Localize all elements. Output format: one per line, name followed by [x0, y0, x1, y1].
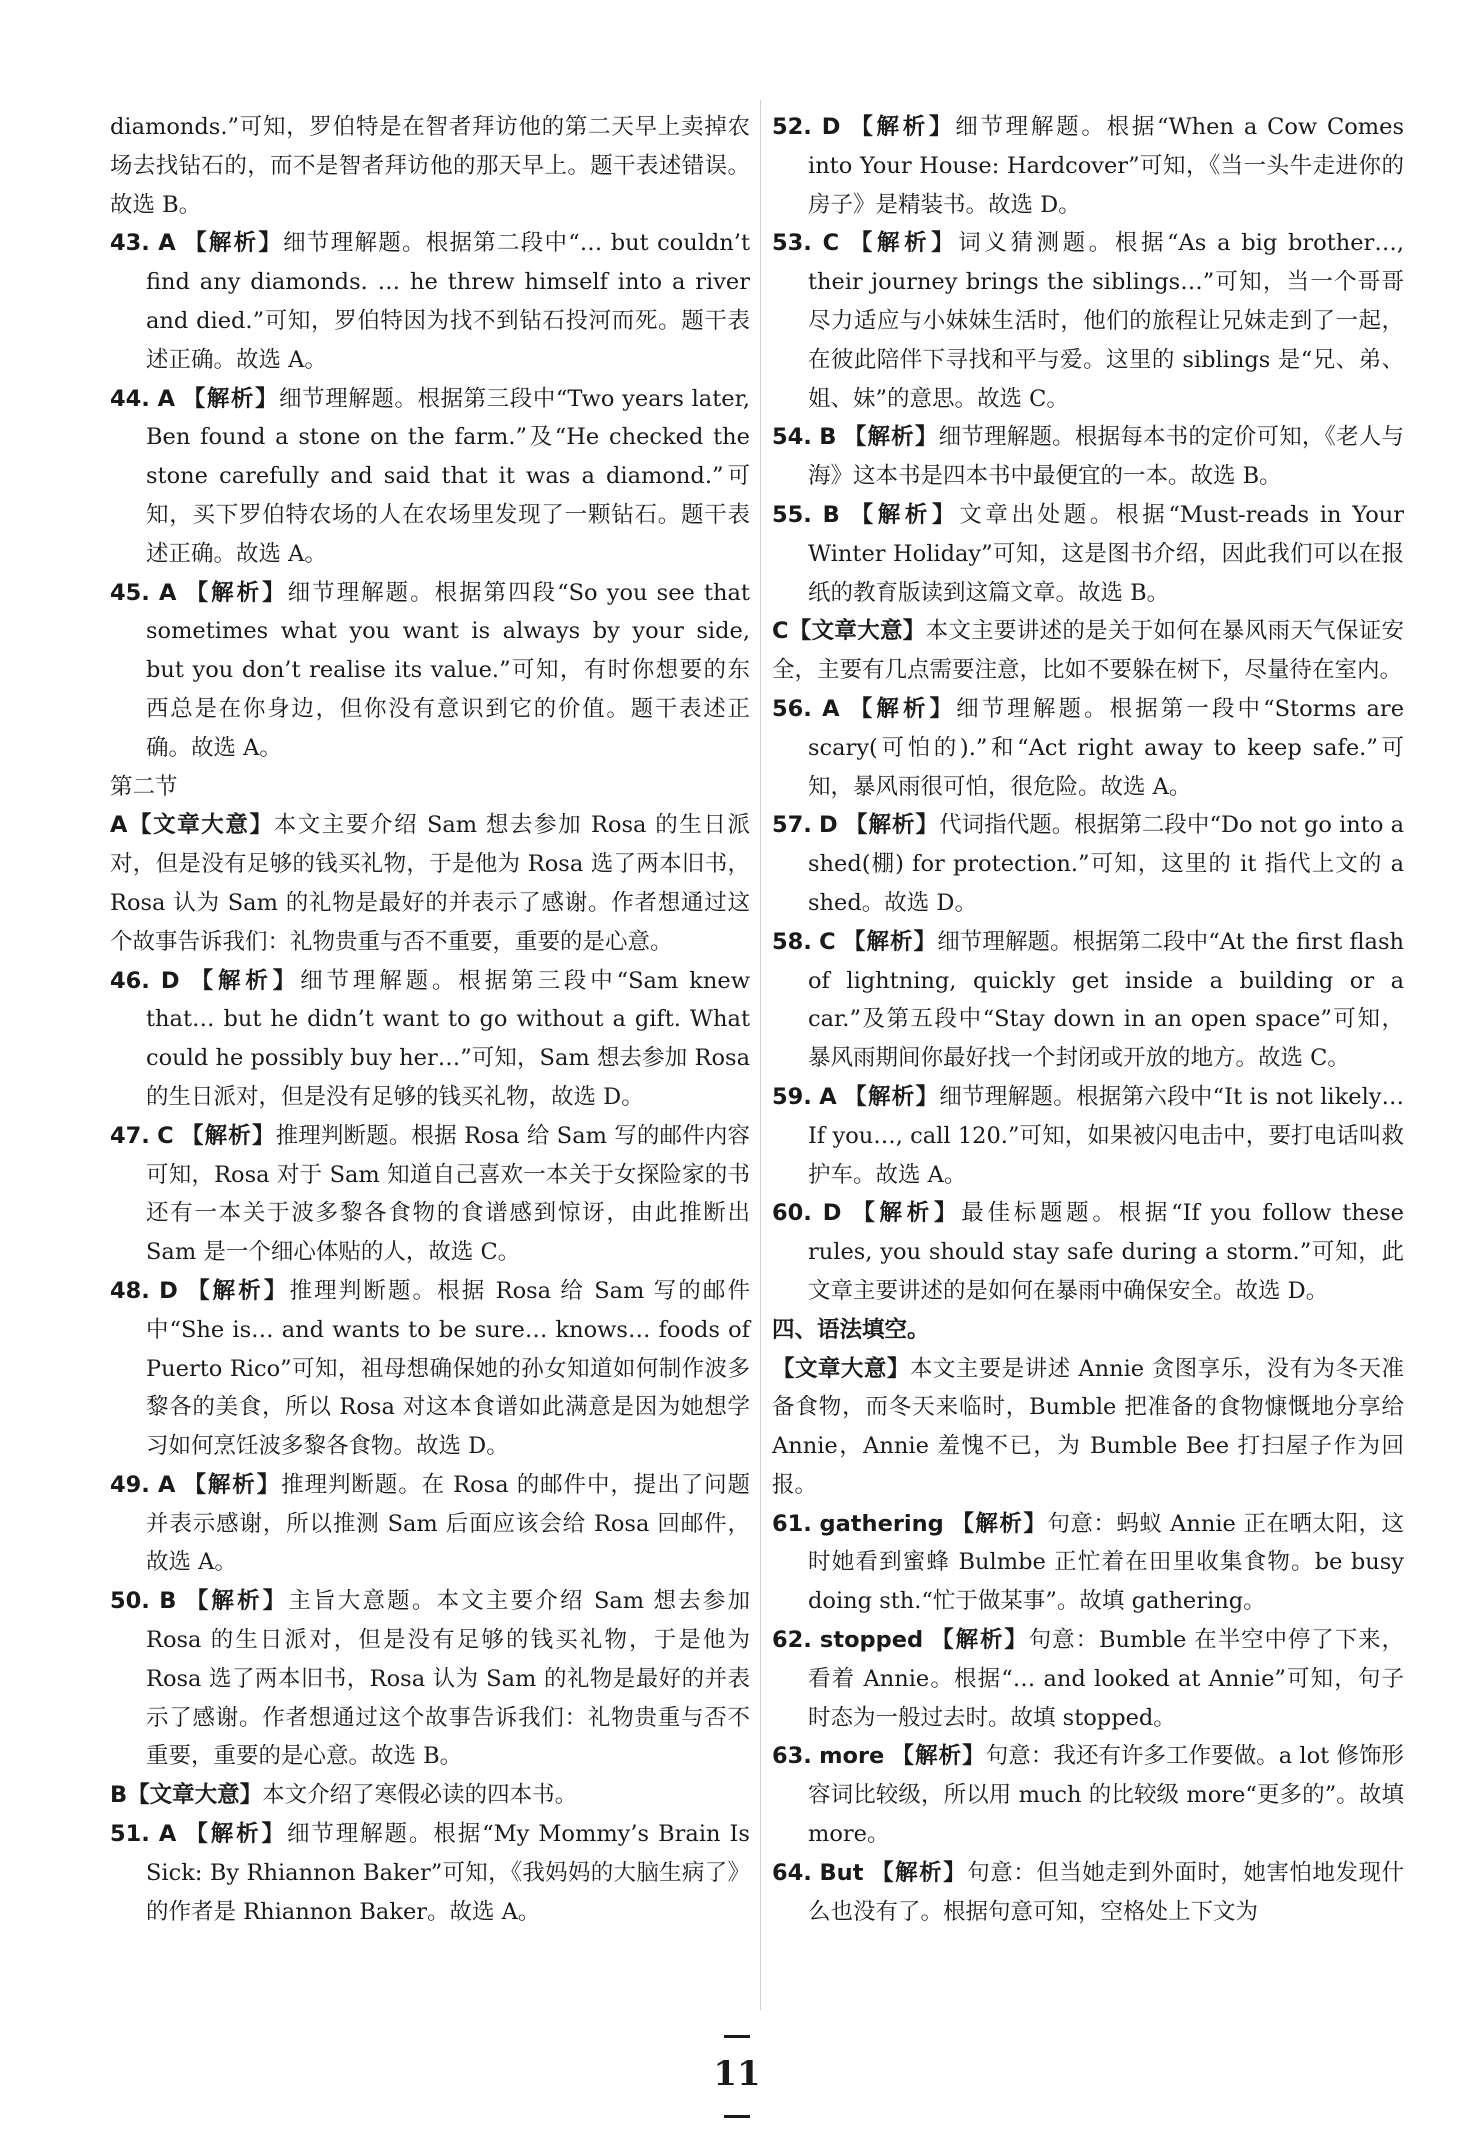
right-column — [772, 108, 1404, 1931]
answer-item — [772, 418, 1404, 496]
summary-label: A【文章大意】 — [110, 812, 274, 839]
question-number: 60. — [772, 1200, 812, 1227]
summary-label: B【文章大意】 — [110, 1782, 263, 1809]
analysis-tag: 【解析】 — [184, 230, 284, 257]
answer-choice: A — [822, 695, 840, 722]
analysis-tag: 【解析】 — [187, 1277, 290, 1304]
answer-choice: gathering — [819, 1510, 944, 1537]
question-number: 53. — [772, 230, 812, 257]
question-number: 59. — [772, 1083, 812, 1110]
question-number: 49. — [110, 1471, 150, 1498]
page-number-text: 11 — [713, 2054, 761, 2094]
answer-choice: stopped — [819, 1627, 924, 1654]
answer-item — [110, 380, 750, 574]
question-number: 63. — [772, 1743, 812, 1770]
analysis-tag: 【解析】 — [871, 1859, 968, 1886]
analysis-text: 句意：Bumble 在半空中停了下来，看着 Annie。根据“… and looked at Annie”可知，句子时态为一般过去时。故填 stopped。 — [808, 1627, 1405, 1731]
analysis-tag: 【解析】 — [849, 695, 957, 722]
answer-choice: D — [819, 812, 838, 839]
analysis-text: 细节理解题。根据第三段中“Sam knew that… but he didn’t want to go without a gift. What could he possibly buy her…”可知，Sam 想去参加 Rosa的生日派对，但是没有足够的钱买礼物，故选 D。 — [146, 967, 750, 1110]
answer-choice: B — [159, 1588, 177, 1615]
analysis-tag: 【解析】 — [190, 967, 301, 994]
answer-item — [772, 496, 1404, 612]
answer-choice: A — [157, 385, 176, 412]
question-number: 51. — [110, 1821, 150, 1848]
question-number: 44. — [110, 385, 150, 412]
analysis-text: 细节理解题。根据“My Mommy’s Brain Is Sick: By Rhiannon Baker”可知，《我妈妈的大脑生病了》的作者是 Rhiannon Baker。故选 A。 — [146, 1821, 750, 1925]
analysis-text: 细节理解题。根据第三段中“Two years later, Ben found a stone on the farm.”及“He checked the stone carefully and said that it was a diamond.”可知，买下罗伯特农场的人在农场里发现了一颗钻石。题干表述正确。故选 A。 — [146, 385, 751, 567]
answer-choice: B — [819, 424, 837, 451]
question-number: 48. — [110, 1277, 150, 1304]
analysis-tag: 【解析】 — [931, 1627, 1029, 1654]
answer-item — [772, 224, 1404, 418]
answer-choice: more — [819, 1743, 885, 1770]
answer-choice: A — [158, 1821, 177, 1848]
analysis-tag: 【解析】 — [951, 1510, 1048, 1537]
analysis-text: 细节理解题。根据第二段中“… but couldn’t find any diamonds. … he threw himself into a river and died.”可知，罗伯特因为找不到钻石投河而死。题干表述正确。故选 A。 — [146, 230, 750, 373]
answer-item — [772, 1854, 1404, 1932]
answer-item — [110, 1117, 750, 1272]
answer-choice: C — [819, 928, 836, 955]
answer-choice: A — [159, 579, 177, 606]
answer-item — [110, 574, 750, 768]
analysis-text: 最佳标题题。根据“If you follow these rules, you should stay safe during a storm.”可知，此文章主要讲述的是如何在暴雨中确保安全。故选 D。 — [808, 1200, 1404, 1304]
answer-item — [110, 1815, 750, 1931]
answer-item — [772, 1078, 1404, 1194]
analysis-tag: 【解析】 — [849, 230, 959, 257]
continuation-text: diamonds.”可知，罗伯特是在智者拜访他的第二天早上卖掉农场去找钻石的，而不是智者拜访他的那天早上。题干表述错误。故选 B。 — [110, 114, 750, 218]
question-number: 64. — [772, 1859, 812, 1886]
analysis-text: 句意：我还有许多工作要做。a lot 修饰形容词比较级，所以用 much 的比较级 more“更多的”。故填 more。 — [808, 1743, 1404, 1848]
analysis-text: 推理判断题。根据 Rosa 给 Sam 写的邮件内容可知，Rosa 对于 Sam 知道自己喜欢一本关于女探险家的书还有一本关于波多黎各食物的食谱感到惊讶，由此推断出 Sam 是一个细心体贴的人，故选 C。 — [146, 1122, 751, 1266]
analysis-tag: 【解析】 — [891, 1743, 986, 1770]
analysis-tag: 【解析】 — [185, 1588, 289, 1615]
answer-choice: But — [819, 1859, 864, 1886]
question-number: 61. — [772, 1510, 812, 1537]
summary-text: 本文主要介绍 Sam 想去参加 Rosa 的生日派对，但是没有足够的钱买礼物，于是他为 Rosa 选了两本旧书，Rosa 认为 Sam 的礼物是最好的并表示了感谢。作者想通过这个故事告诉我们：礼物贵重与否不重要，重要的是心意。 — [110, 812, 750, 955]
analysis-tag: 【解析】 — [842, 928, 938, 955]
answer-item — [110, 224, 750, 379]
question-number: 55. — [772, 501, 812, 528]
analysis-tag: 【解析】 — [181, 1122, 276, 1149]
analysis-text: 细节理解题。根据第六段中“It is not likely… If you…, call 120.”可知，如果被闪电击中，要打电话叫救护车。故选 A。 — [808, 1083, 1404, 1188]
analysis-text: 句意：但当她走到外面时，她害怕地发现什么也没有了。根据句意可知，空格处上下文为 — [808, 1859, 1404, 1925]
summary-text: 本文主要是讲述 Annie 贪图享乐，没有为冬天准备食物，而冬天来临时，Bumble 把准备的食物慷慨地分享给 Annie，Annie 羞愧不已，为 Bumble Bee 打扫屋子作为回报。 — [772, 1355, 1404, 1498]
answer-item — [772, 923, 1404, 1078]
analysis-tag: 【解析】 — [185, 1821, 287, 1848]
section-subheading: 第二节 — [110, 773, 178, 800]
analysis-text: 细节理解题。根据第四段“So you see that sometimes what you want is always by your side, but you don’t realise its value.”可知，有时你想要的东西总是在你身边，但你没有意识到它的价值。题干表述正确。故选 A。 — [146, 579, 750, 761]
analysis-text: 句意：蚂蚁 Annie 正在晒太阳，这时她看到蜜蜂 Bulmbe 正忙着在田里收集食物。be busy doing sth.“忙于做某事”。故填 gathering。 — [808, 1510, 1404, 1615]
summary-label: C【文章大意】 — [772, 618, 926, 645]
answer-choice: C — [822, 230, 840, 257]
analysis-text: 推理判断题。根据 Rosa 给 Sam 写的邮件中“She is… and wants to be sure… knows… foods of Puerto Rico”可知，祖母想确保她的孙女知道如何制作波多黎各的美食，所以 Rosa 对这本食谱如此满意是因为她想学习如何烹饪波多黎各食物。故选 D。 — [146, 1277, 750, 1460]
question-number: 46. — [110, 967, 150, 994]
analysis-text: 代词指代题。根据第二段中“Do not go into a shed(棚) for protection.”可知，这里的 it 指代上文的 a shed。故选 D。 — [808, 812, 1404, 916]
answer-item — [772, 806, 1404, 922]
analysis-text: 主旨大意题。本文主要介绍 Sam 想去参加 Rosa 的生日派对，但是没有足够的钱买礼物，于是他为 Rosa 选了两本旧书，Rosa 认为 Sam 的礼物是最好的并表示了感谢。作者想通过这个故事告诉我们：礼物贵重与否不重要，重要的是心意。故选 B。 — [146, 1588, 751, 1770]
question-number: 43. — [110, 230, 150, 257]
question-number: 56. — [772, 695, 812, 722]
summary-label: 【文章大意】 — [772, 1355, 910, 1382]
question-number: 52. — [772, 114, 812, 140]
question-number: 62. — [772, 1627, 812, 1654]
analysis-text: 推理判断题。在 Rosa 的邮件中，提出了问题并表示感谢，所以推测 Sam 后面应该会给 Rosa 回邮件，故选 A。 — [146, 1471, 750, 1576]
answer-item — [772, 690, 1404, 806]
answer-choice: D — [160, 967, 180, 994]
answer-choice: A — [819, 1083, 837, 1110]
analysis-tag: 【解析】 — [844, 812, 940, 839]
analysis-text: 细节理解题。根据“When a Cow Comes into Your House: Hardcover”可知，《当一头牛走进你的房子》是精装书。故选 D。 — [808, 114, 1404, 218]
section-heading: 四、语法填空。 — [772, 1316, 930, 1343]
analysis-text: 细节理解题。根据每本书的定价可知，《老人与海》这本书是四本书中最便宜的一本。故选 B。 — [808, 424, 1405, 490]
question-number: 45. — [110, 579, 150, 606]
passage-summary — [110, 806, 750, 961]
answer-item — [772, 1621, 1404, 1737]
answer-item — [772, 1505, 1404, 1621]
answer-item — [110, 1466, 750, 1582]
answer-choice: B — [822, 501, 840, 528]
answer-choice: A — [158, 230, 176, 257]
passage-summary — [110, 1776, 750, 1815]
analysis-tag: 【解析】 — [183, 1471, 282, 1498]
answer-choice: D — [159, 1277, 178, 1304]
analysis-text: 词义猜测题。根据“As a big brother…, their journey brings the siblings…”可知，当一个哥哥尽力适应与小妹妹生活时，他们的旅程让兄妹走到了一起，在彼此陪伴下寻找和平与爱。这里的 siblings 是“兄、弟、姐、妹”的意思。故选 C。 — [808, 230, 1404, 412]
analysis-tag: 【解析】 — [850, 114, 956, 140]
passage-summary — [772, 612, 1404, 690]
answer-item — [110, 1272, 750, 1466]
passage-summary — [772, 1350, 1404, 1505]
question-number: 58. — [772, 928, 812, 955]
summary-text: 本文介绍了寒假必读的四本书。 — [262, 1782, 578, 1809]
analysis-tag: 【解析】 — [852, 1200, 962, 1227]
answer-choice: C — [157, 1122, 174, 1149]
answer-item — [772, 1737, 1404, 1853]
left-column — [110, 108, 750, 1931]
analysis-tag: 【解析】 — [843, 424, 939, 451]
summary-text: 本文主要讲述的是关于如何在暴风雨天气保证安全，主要有几点需要注意，比如不要躲在树下，尽量待在室内。 — [772, 618, 1404, 684]
analysis-tag: 【解析】 — [850, 501, 960, 528]
page-number — [697, 2014, 777, 2134]
answer-item — [772, 1194, 1404, 1310]
answer-choice: D — [822, 1200, 842, 1227]
analysis-text: 细节理解题。根据第一段中“Storms are scary(可怕的).”和“Act right away to keep safe.”可知，暴风雨很可怕，很危险。故选 A。 — [808, 695, 1405, 800]
analysis-tag: 【解析】 — [182, 385, 280, 412]
analysis-tag: 【解析】 — [185, 579, 288, 606]
analysis-tag: 【解析】 — [844, 1083, 940, 1110]
answer-choice: A — [157, 1471, 176, 1498]
answer-choice: D — [821, 114, 841, 140]
answer-item — [772, 108, 1404, 224]
answer-item — [110, 1582, 750, 1776]
analysis-text: 细节理解题。根据第二段中“At the first flash of lightning, quickly get inside a building or a car.”及第五段中“Stay down in an open space”可知，暴风雨期间你最好找一个封闭或开放的地方。故选 C。 — [808, 928, 1405, 1072]
question-number: 50. — [110, 1588, 150, 1615]
analysis-text: 文章出处题。根据“Must-reads in Your Winter Holiday”可知，这是图书介绍，因此我们可以在报纸的教育版读到这篇文章。故选 B。 — [808, 501, 1404, 606]
question-number: 47. — [110, 1122, 150, 1149]
question-number: 57. — [772, 812, 812, 839]
answer-item — [110, 962, 750, 1117]
question-number: 54. — [772, 424, 812, 451]
column-divider — [760, 100, 761, 2010]
